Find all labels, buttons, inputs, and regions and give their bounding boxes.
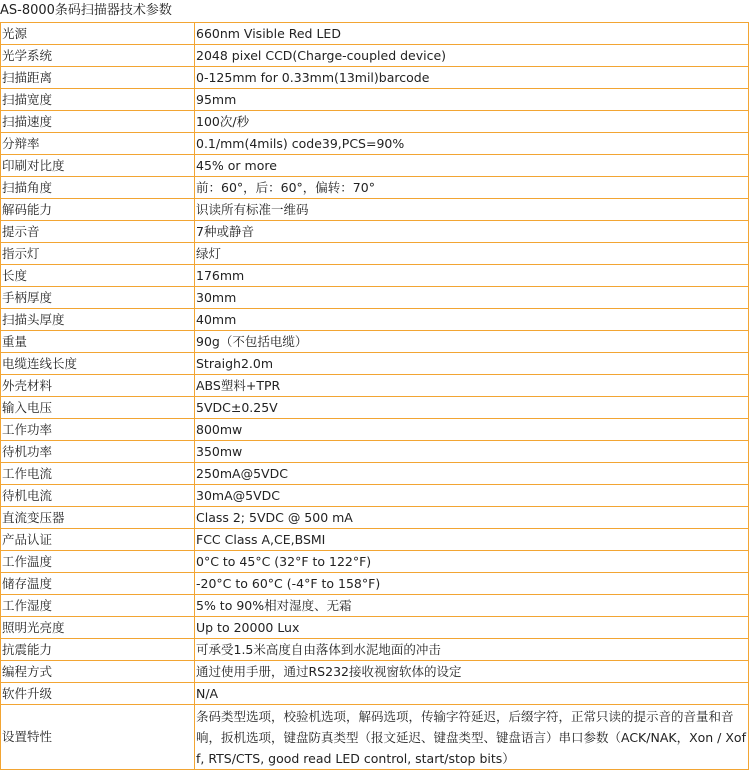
spec-label: 工作湿度 <box>1 595 195 617</box>
spec-label: 扫描宽度 <box>1 89 195 111</box>
spec-value: Up to 20000 Lux <box>195 617 749 639</box>
spec-value: 5VDC±0.25V <box>195 397 749 419</box>
spec-value: 40mm <box>195 309 749 331</box>
spec-value: N/A <box>195 683 749 705</box>
spec-value: 800mw <box>195 419 749 441</box>
spec-label: 光源 <box>1 23 195 45</box>
table-row <box>1 67 749 89</box>
table-row <box>1 639 749 661</box>
table-row <box>1 353 749 375</box>
spec-label: 储存温度 <box>1 573 195 595</box>
spec-value: ABS塑料+TPR <box>195 375 749 397</box>
table-row <box>1 155 749 177</box>
spec-value: 2048 pixel CCD(Charge-coupled device) <box>195 45 749 67</box>
table-row <box>1 529 749 551</box>
table-row <box>1 309 749 331</box>
spec-label: 重量 <box>1 331 195 353</box>
table-row <box>1 45 749 67</box>
spec-label: 外壳材料 <box>1 375 195 397</box>
spec-label: 工作电流 <box>1 463 195 485</box>
table-row <box>1 573 749 595</box>
table-row <box>1 617 749 639</box>
spec-value: -20°C to 60°C (-4°F to 158°F) <box>195 573 749 595</box>
table-row <box>1 463 749 485</box>
spec-label: 印刷对比度 <box>1 155 195 177</box>
spec-label: 分辩率 <box>1 133 195 155</box>
spec-value: FCC Class A,CE,BSMI <box>195 529 749 551</box>
spec-value: 90g（不包括电缆） <box>195 331 749 353</box>
spec-value: Straigh2.0m <box>195 353 749 375</box>
spec-label: 输入电压 <box>1 397 195 419</box>
spec-value: 95mm <box>195 89 749 111</box>
spec-value: 45% or more <box>195 155 749 177</box>
spec-label: 光学系统 <box>1 45 195 67</box>
table-row <box>1 551 749 573</box>
table-row <box>1 243 749 265</box>
table-row <box>1 507 749 529</box>
spec-label: 待机电流 <box>1 485 195 507</box>
spec-label: 解码能力 <box>1 199 195 221</box>
table-row <box>1 287 749 309</box>
table-row <box>1 89 749 111</box>
spec-value: 176mm <box>195 265 749 287</box>
table-row <box>1 177 749 199</box>
spec-label: 扫描速度 <box>1 111 195 133</box>
spec-label: 提示音 <box>1 221 195 243</box>
table-row <box>1 133 749 155</box>
table-row <box>1 375 749 397</box>
spec-label: 抗震能力 <box>1 639 195 661</box>
table-row <box>1 199 749 221</box>
page-title: AS-8000条码扫描器技术参数 <box>0 3 172 18</box>
spec-value: 250mA@5VDC <box>195 463 749 485</box>
table-row <box>1 705 749 770</box>
spec-label: 待机功率 <box>1 441 195 463</box>
spec-value: 条码类型选项，校验机选项，解码选项，传输字符延迟，后缀字符，正常只读的提示音的音量和音响，扳机选项，键盘防真类型（报文延迟、键盘类型、键盘语言）串口参数（ACK/NAK，Xon / Xoff, RTS/CTS, good read LED control, start/stop bits） <box>195 705 749 770</box>
spec-value: 绿灯 <box>195 243 749 265</box>
spec-value: 通过使用手册，通过RS232接收视窗软体的设定 <box>195 661 749 683</box>
spec-label: 手柄厚度 <box>1 287 195 309</box>
spec-value: Class 2; 5VDC @ 500 mA <box>195 507 749 529</box>
table-row <box>1 265 749 287</box>
spec-label: 工作温度 <box>1 551 195 573</box>
spec-value: 100次/秒 <box>195 111 749 133</box>
table-row <box>1 23 749 45</box>
spec-value: 可承受1.5米高度自由落体到水泥地面的冲击 <box>195 639 749 661</box>
table-row <box>1 595 749 617</box>
table-row <box>1 485 749 507</box>
table-row <box>1 661 749 683</box>
spec-label: 扫描头厚度 <box>1 309 195 331</box>
spec-value: 0°C to 45°C (32°F to 122°F) <box>195 551 749 573</box>
spec-value: 7种或静音 <box>195 221 749 243</box>
spec-value: 660nm Visible Red LED <box>195 23 749 45</box>
spec-value: 0.1/mm(4mils) code39,PCS=90% <box>195 133 749 155</box>
table-row <box>1 397 749 419</box>
spec-label: 直流变压器 <box>1 507 195 529</box>
table-row <box>1 419 749 441</box>
spec-value: 30mA@5VDC <box>195 485 749 507</box>
spec-label: 工作功率 <box>1 419 195 441</box>
spec-value: 识读所有标准一维码 <box>195 199 749 221</box>
spec-label: 长度 <box>1 265 195 287</box>
table-row <box>1 331 749 353</box>
spec-label: 编程方式 <box>1 661 195 683</box>
spec-label: 电缆连线长度 <box>1 353 195 375</box>
spec-label: 扫描角度 <box>1 177 195 199</box>
spec-value: 30mm <box>195 287 749 309</box>
spec-table-body <box>1 23 749 770</box>
spec-label: 指示灯 <box>1 243 195 265</box>
spec-value: 350mw <box>195 441 749 463</box>
spec-label: 扫描距离 <box>1 67 195 89</box>
spec-label: 软件升级 <box>1 683 195 705</box>
table-row <box>1 441 749 463</box>
spec-value: 前：60°，后：60°，偏转：70° <box>195 177 749 199</box>
spec-label: 照明光亮度 <box>1 617 195 639</box>
spec-label: 设置特性 <box>1 705 195 770</box>
spec-table <box>0 22 749 770</box>
table-row <box>1 683 749 705</box>
spec-value: 0-125mm for 0.33mm(13mil)barcode <box>195 67 749 89</box>
table-row <box>1 111 749 133</box>
spec-label: 产品认证 <box>1 529 195 551</box>
spec-value: 5% to 90%相对湿度、无霜 <box>195 595 749 617</box>
table-row <box>1 221 749 243</box>
